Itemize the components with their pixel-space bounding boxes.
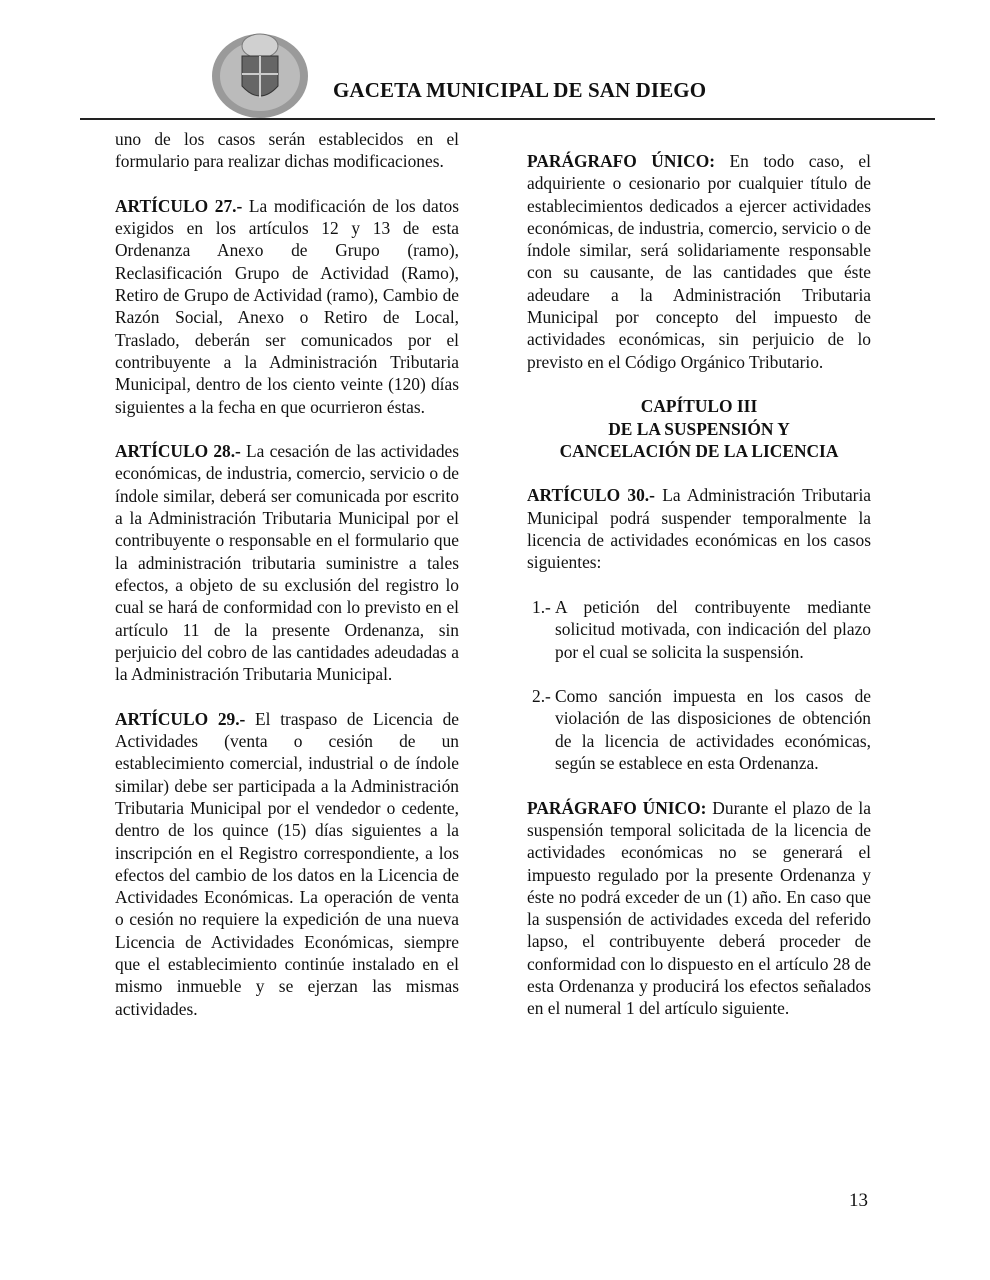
list-text: A petición del contribuyente mediante solicitud motivada, con indicación del plazo por el cual se solicita la suspensión. [555,596,871,662]
article-heading: ARTÍCULO 27.- [115,195,243,216]
article-heading: ARTÍCULO 29.- [115,708,246,729]
article-29 [115,708,459,1020]
article-heading: ARTÍCULO 30.- [527,485,655,506]
page-number: 13 [849,1190,868,1211]
chapter-title-line: CANCELACIÓN DE LA LICENCIA [559,440,839,461]
chapter-title-line: DE LA SUSPENSIÓN Y [608,418,790,439]
paragrafo-unico-2 [527,797,871,1020]
paragraph-heading: PARÁGRAFO ÚNICO: [527,151,716,171]
list-item [527,596,871,663]
paragraph-text: Durante el plazo de la suspensión temporal solicitada de la licencia de actividades económicas no se generará el impuesto regulado por la presente Ordenanza y éste no podrá exceder de un (1) año. En caso que la suspensión de actividades exceda del referido lapso, el contribuyente deberá proceder de conformidad con lo dispuesto en el artículo 28 de esta Ordenanza y producirá los efectos señalados en el numeral 1 del artículo siguiente. [527,797,871,1019]
chapter-number: CAPÍTULO III [640,396,758,417]
article-text: El traspaso de Licencia de Actividades (venta o cesión de un establecimiento comercial, industrial o de índole similar) debe ser participada a la Administración Tributaria Municipal por el vendedor o cedente, dentro de los quince (15) días siguientes a la inscripción en el Registro correspondiente, a los efectos del cambio de los datos en la Licencia de Actividades Económicas. La operación de venta o cesión no requiere la expedición de una nueva Licencia de Actividades Económicas, siempre que el establecimiento continúe instalado en el mismo inmueble y se ejerzan las mismas actividades. [115,708,459,1019]
article-30 [527,484,871,573]
article-28 [115,440,459,685]
paragraph-continuation: uno de los casos serán establecidos en el formulario para realizar dichas modificaciones. [115,129,459,172]
paragraph-text: En todo caso, el adquiriente o cesionario por cualquier título de establecimientos dedicados a ejercer actividades económicas, de industria, comercio, servicio o de índole similar, será solidariamente responsable con su causante, de las cantidades que éste adeudare a la Administración Tributaria Municipal por concepto del impuesto de actividades económicas, sin perjuicio de lo previsto en el Código Orgánico Tributario. [527,151,871,372]
list-item [527,685,871,774]
article-text: La modificación de los datos exigidos en los artículos 12 y 13 de esta Ordenanza Anexo de Grupo (ramo), Reclasificación Grupo de Actividad (Ramo), Retiro de Grupo de Actividad (ramo), Cambio de Razón Social, Anexo o Retiro de Local, Traslado, deberán ser comunicados por el contribuyente a la Administración Tributaria Municipal, dentro de los ciento veinte (120) días siguientes a la fecha en que ocurrieron éstas. [115,195,460,417]
header-divider [80,118,935,120]
chapter-heading [527,395,871,462]
article-text: La Administración Tributaria Municipal podrá suspender temporalmente la licencia de actividades económicas en los casos siguientes: [527,485,872,573]
list-number: 2.- [532,686,551,707]
article-27 [115,195,459,418]
paragrafo-unico-1 [527,150,871,373]
article-text: La cesación de las actividades económicas, de industria, comercio, servicio o de índole similar, deberá ser comunicada por escrito a la Administración Tributaria Municipal por el contribuyente o responsable en el formulario que la administración tributaria suministre a tales efectos, a objeto de su exclusión del registro lo cual se hará de conformidad con lo previsto en el artículo 11 de la presente Ordenanza, sin perjuicio del cobro de las cantidades adeudadas a la Administración Tributaria Municipal. [115,441,460,685]
right-column [527,150,871,1042]
left-column [115,128,459,1042]
list-text: Como sanción impuesta en los casos de violación de las disposiciones de obtención de la licencia de actividades económicas, según se establece en esta Ordenanza. [555,686,871,774]
coat-of-arms-logo [208,26,312,120]
list-number: 1.- [532,596,551,617]
article-heading: ARTÍCULO 28.- [115,441,241,462]
gazette-title: GACETA MUNICIPAL DE SAN DIEGO [333,78,707,102]
paragraph-heading: PARÁGRAFO ÚNICO: [527,797,707,818]
